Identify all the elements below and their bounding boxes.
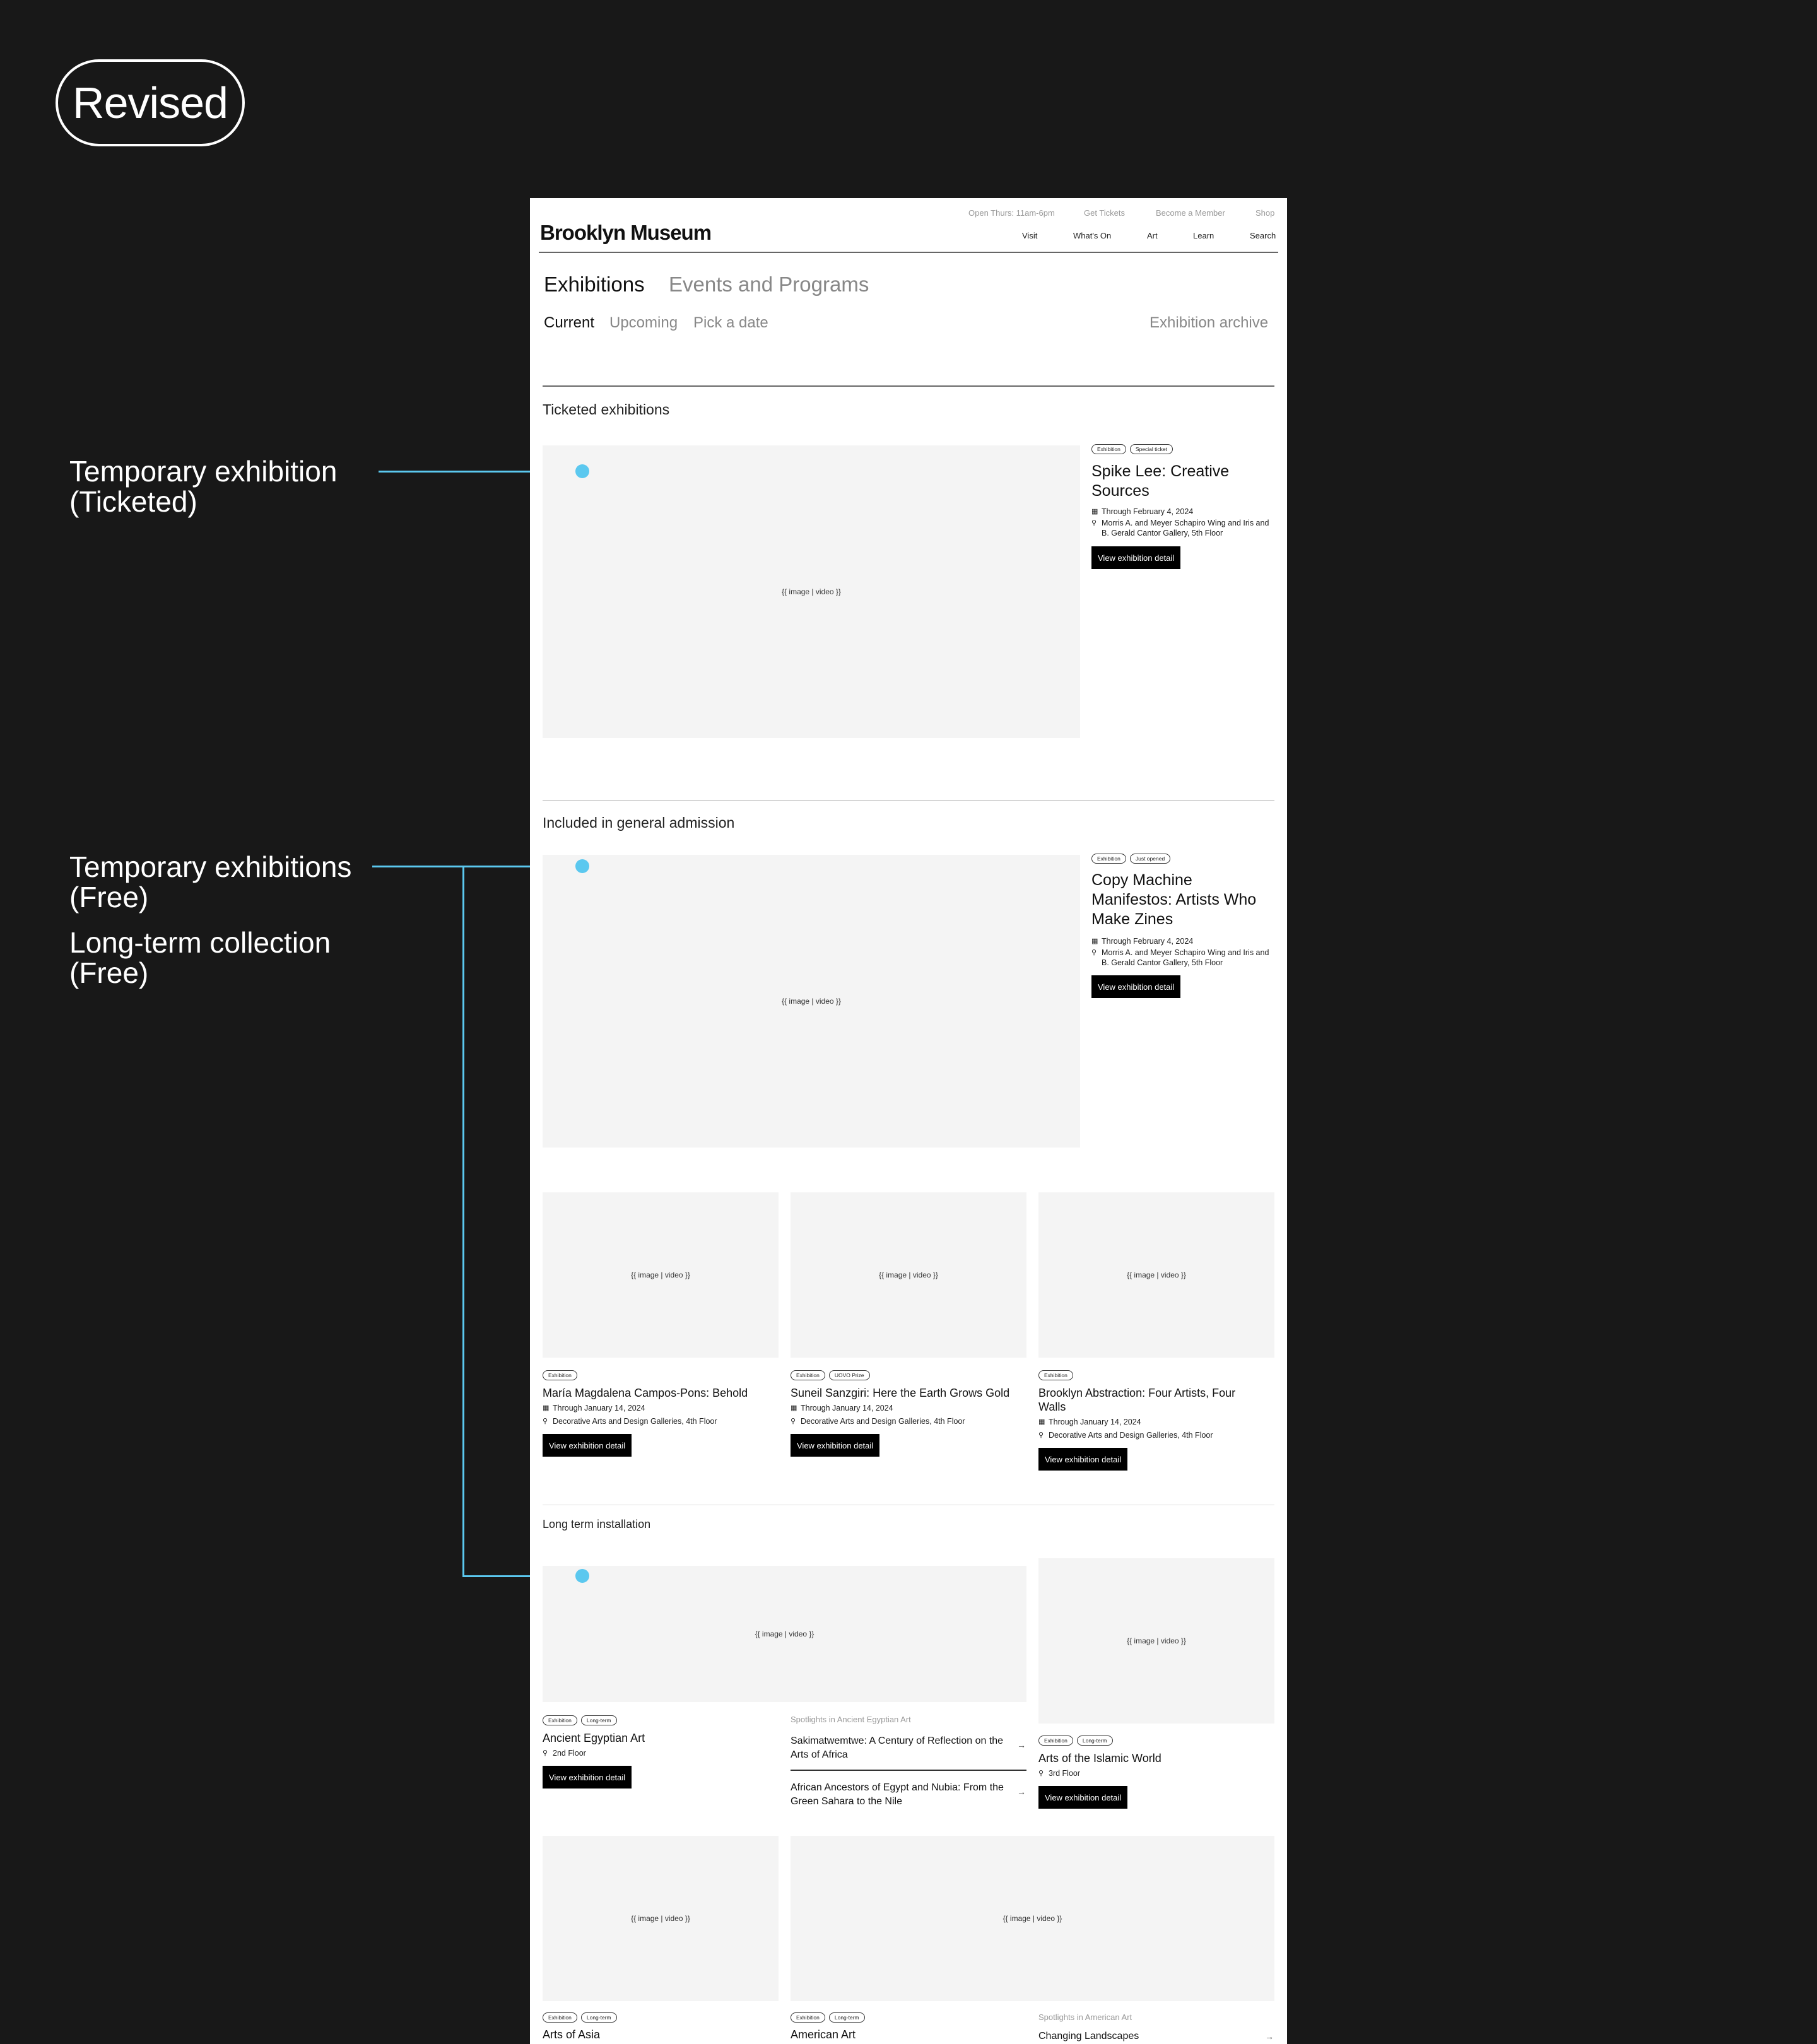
location-text: 3rd Floor — [1049, 1769, 1081, 1778]
islamic-title[interactable]: Arts of the Islamic World — [1038, 1752, 1161, 1765]
location-text: 2nd Floor — [553, 1749, 586, 1758]
header-divider — [539, 252, 1278, 253]
utility-tickets[interactable]: Get Tickets — [1084, 208, 1126, 218]
location-text: Decorative Arts and Design Galleries, 4th Floor — [1049, 1431, 1213, 1440]
annotation-longterm — [69, 927, 331, 988]
islamic-location — [1038, 1768, 1080, 1778]
tag: UOVO Prize — [829, 1370, 870, 1380]
date-text: Through January 14, 2024 — [553, 1404, 645, 1413]
location-text: Decorative Arts and Design Galleries, 4th Floor — [553, 1417, 717, 1426]
annotation-free-line2: (Free) — [69, 881, 149, 913]
card-location — [791, 1416, 1026, 1426]
location-pin-icon: ⚲ — [1038, 1770, 1044, 1777]
calendar-icon: ▦ — [1038, 1418, 1045, 1426]
egypt-tags — [543, 1715, 617, 1725]
card-location — [543, 1416, 779, 1426]
ticketed-view-button[interactable]: View exhibition detail — [1091, 546, 1180, 569]
card-title[interactable]: Suneil Sanzgiri: Here the Earth Grows Gold — [791, 1387, 1010, 1399]
islamic-image[interactable]: {{ image | video }} — [1038, 1558, 1274, 1724]
ticketed-tags — [1091, 444, 1173, 454]
general-feature-view-button[interactable]: View exhibition detail — [1091, 975, 1180, 998]
section-heading-longterm: Long term installation — [543, 1518, 651, 1530]
date-text: Through February 4, 2024 — [1102, 507, 1194, 516]
tag: Exhibition — [791, 2012, 825, 2023]
location-pin-icon: ⚲ — [543, 1418, 548, 1425]
egypt-image[interactable]: {{ image | video }} — [543, 1566, 1026, 1702]
american-spotlights-heading: Spotlights in American Art — [1038, 2012, 1132, 2022]
egypt-location — [543, 1748, 586, 1758]
tag: Exhibition — [791, 1370, 825, 1380]
egypt-view-button[interactable]: View exhibition detail — [543, 1766, 632, 1788]
nav-learn[interactable]: Learn — [1193, 231, 1214, 240]
islamic-view-button[interactable]: View exhibition detail — [1038, 1786, 1127, 1809]
card-image[interactable]: {{ image | video }} — [1038, 1192, 1274, 1358]
card-location — [1038, 1430, 1274, 1440]
arrow-right-icon: → — [1017, 1740, 1026, 1750]
annotation-free-line1: Temporary exhibitions — [69, 850, 352, 883]
general-feature-image[interactable]: {{ image | video }} — [543, 855, 1080, 1148]
asia-title[interactable]: Arts of Asia — [543, 2028, 601, 2041]
asia-image[interactable]: {{ image | video }} — [543, 1836, 779, 2001]
general-feature-title[interactable]: Copy Machine Manifestos: Artists Who Make Zines — [1091, 871, 1257, 928]
calendar-icon: ▦ — [1091, 937, 1098, 945]
card-image[interactable]: {{ image | video }} — [791, 1192, 1026, 1358]
egypt-spotlights-heading: Spotlights in Ancient Egyptian Art — [791, 1715, 911, 1724]
tab-events[interactable]: Events and Programs — [669, 273, 869, 296]
tag: Exhibition — [1038, 1736, 1073, 1746]
tag: Exhibition — [543, 1715, 577, 1725]
nav-art[interactable]: Art — [1147, 231, 1158, 240]
date-text: Through January 14, 2024 — [801, 1404, 893, 1413]
tag: Long-term — [581, 1715, 617, 1725]
annotation-longterm-line1: Long-term collection — [69, 926, 331, 959]
annotation-longterm-line2: (Free) — [69, 956, 149, 989]
card-view-button[interactable]: View exhibition detail — [1038, 1448, 1127, 1471]
section-divider — [543, 800, 1274, 801]
spotlight-link[interactable]: African Ancestors of Egypt and Nubia: From the Green Sahara to the Nile — [791, 1782, 1004, 1807]
asia-tags — [543, 2012, 617, 2023]
location-pin-icon: ⚲ — [1091, 949, 1097, 956]
ticketed-location — [1091, 518, 1274, 538]
ticketed-date — [1091, 507, 1274, 517]
spotlight-link[interactable]: Sakimatwemtwe: A Century of Reflection on the Arts of Africa — [791, 1736, 1004, 1760]
tab-exhibitions[interactable]: Exhibitions — [544, 273, 645, 296]
museum-page — [530, 198, 1287, 2044]
card-tags — [791, 1370, 870, 1380]
calendar-icon: ▦ — [1091, 508, 1098, 515]
general-feature-tags — [1091, 854, 1170, 864]
card-date — [543, 1403, 779, 1413]
annotation-free — [69, 852, 351, 912]
tag: Exhibition — [1091, 854, 1126, 864]
card-image[interactable]: {{ image | video }} — [543, 1192, 779, 1358]
location-pin-icon: ⚲ — [791, 1418, 796, 1425]
utility-member[interactable]: Become a Member — [1156, 208, 1225, 218]
tag: Exhibition — [543, 2012, 577, 2023]
card-tags — [543, 1370, 577, 1380]
location-pin-icon: ⚲ — [1091, 519, 1097, 527]
islamic-tags — [1038, 1736, 1113, 1746]
subtab-upcoming[interactable]: Upcoming — [609, 314, 678, 331]
tag: Exhibition — [1038, 1370, 1073, 1380]
subtab-pick-date[interactable]: Pick a date — [693, 314, 768, 331]
annotation-ticketed-line1: Temporary exhibition — [69, 455, 338, 488]
ticketed-title[interactable]: Spike Lee: Creative Sources — [1091, 462, 1230, 500]
card-tags — [1038, 1370, 1073, 1380]
section-heading-ticketed: Ticketed exhibitions — [543, 401, 670, 418]
card-title[interactable]: María Magdalena Campos-Pons: Behold — [543, 1387, 748, 1399]
arrow-right-icon: → — [1017, 1787, 1026, 1797]
tag: Long-term — [581, 2012, 617, 2023]
date-text: Through January 14, 2024 — [1049, 1418, 1141, 1426]
spotlight-divider — [791, 1770, 1026, 1771]
location-text: Decorative Arts and Design Galleries, 4th Floor — [801, 1417, 965, 1426]
egypt-title[interactable]: Ancient Egyptian Art — [543, 1732, 645, 1744]
american-title[interactable]: American Art — [791, 2028, 856, 2041]
revised-badge: Revised — [56, 59, 245, 146]
exhibition-archive-link[interactable]: Exhibition archive — [1150, 314, 1269, 331]
nav-whats-on[interactable]: What's On — [1073, 231, 1112, 240]
ticketed-image[interactable]: {{ image | video }} — [543, 445, 1080, 738]
logo[interactable]: Brooklyn Museum — [540, 221, 712, 244]
card-title[interactable]: Brooklyn Abstraction: Four Artists, Four Walls — [1038, 1387, 1236, 1413]
location-text: Morris A. and Meyer Schapiro Wing and Iris and B. Gerald Cantor Gallery, 5th Floor — [1102, 519, 1269, 537]
calendar-icon: ▦ — [543, 1404, 550, 1412]
tag: Exhibition — [1091, 444, 1126, 454]
connector-vertical — [462, 866, 464, 1577]
annotation-marker-free — [575, 859, 589, 873]
card-date — [1038, 1417, 1274, 1427]
tag: Long-term — [829, 2012, 865, 2023]
location-pin-icon: ⚲ — [543, 1749, 548, 1757]
american-tags — [791, 2012, 865, 2023]
tag: Exhibition — [543, 1370, 577, 1380]
date-text: Through February 4, 2024 — [1102, 937, 1194, 946]
utility-hours: Open Thurs: 11am-6pm — [968, 208, 1055, 218]
tag: Long-term — [1077, 1736, 1113, 1746]
section-divider — [543, 385, 1274, 387]
tag: Just opened — [1130, 854, 1170, 864]
location-pin-icon: ⚲ — [1038, 1431, 1044, 1439]
card-date — [791, 1403, 1026, 1413]
american-image[interactable]: {{ image | video }} — [791, 1836, 1274, 2001]
location-text: Morris A. and Meyer Schapiro Wing and Iris and B. Gerald Cantor Gallery, 5th Floor — [1102, 948, 1269, 967]
annotation-ticketed-line2: (Ticketed) — [69, 485, 197, 518]
section-heading-general: Included in general admission — [543, 814, 735, 831]
annotation-marker-longterm — [575, 1569, 589, 1583]
arrow-right-icon: → — [1265, 2031, 1274, 2041]
annotation-marker-ticketed — [575, 464, 589, 478]
subtab-current[interactable]: Current — [544, 314, 595, 331]
tag: Special ticket — [1130, 444, 1173, 454]
general-feature-date — [1091, 936, 1274, 946]
general-feature-location — [1091, 948, 1274, 968]
nav-search[interactable]: Search — [1250, 231, 1276, 240]
nav-visit[interactable]: Visit — [1022, 231, 1038, 240]
annotation-ticketed — [69, 456, 337, 517]
spotlight-link[interactable]: Changing Landscapes — [1038, 2031, 1139, 2041]
calendar-icon: ▦ — [791, 1404, 797, 1412]
utility-shop[interactable]: Shop — [1255, 208, 1275, 218]
card-view-button[interactable]: View exhibition detail — [791, 1434, 879, 1457]
card-view-button[interactable]: View exhibition detail — [543, 1434, 632, 1457]
